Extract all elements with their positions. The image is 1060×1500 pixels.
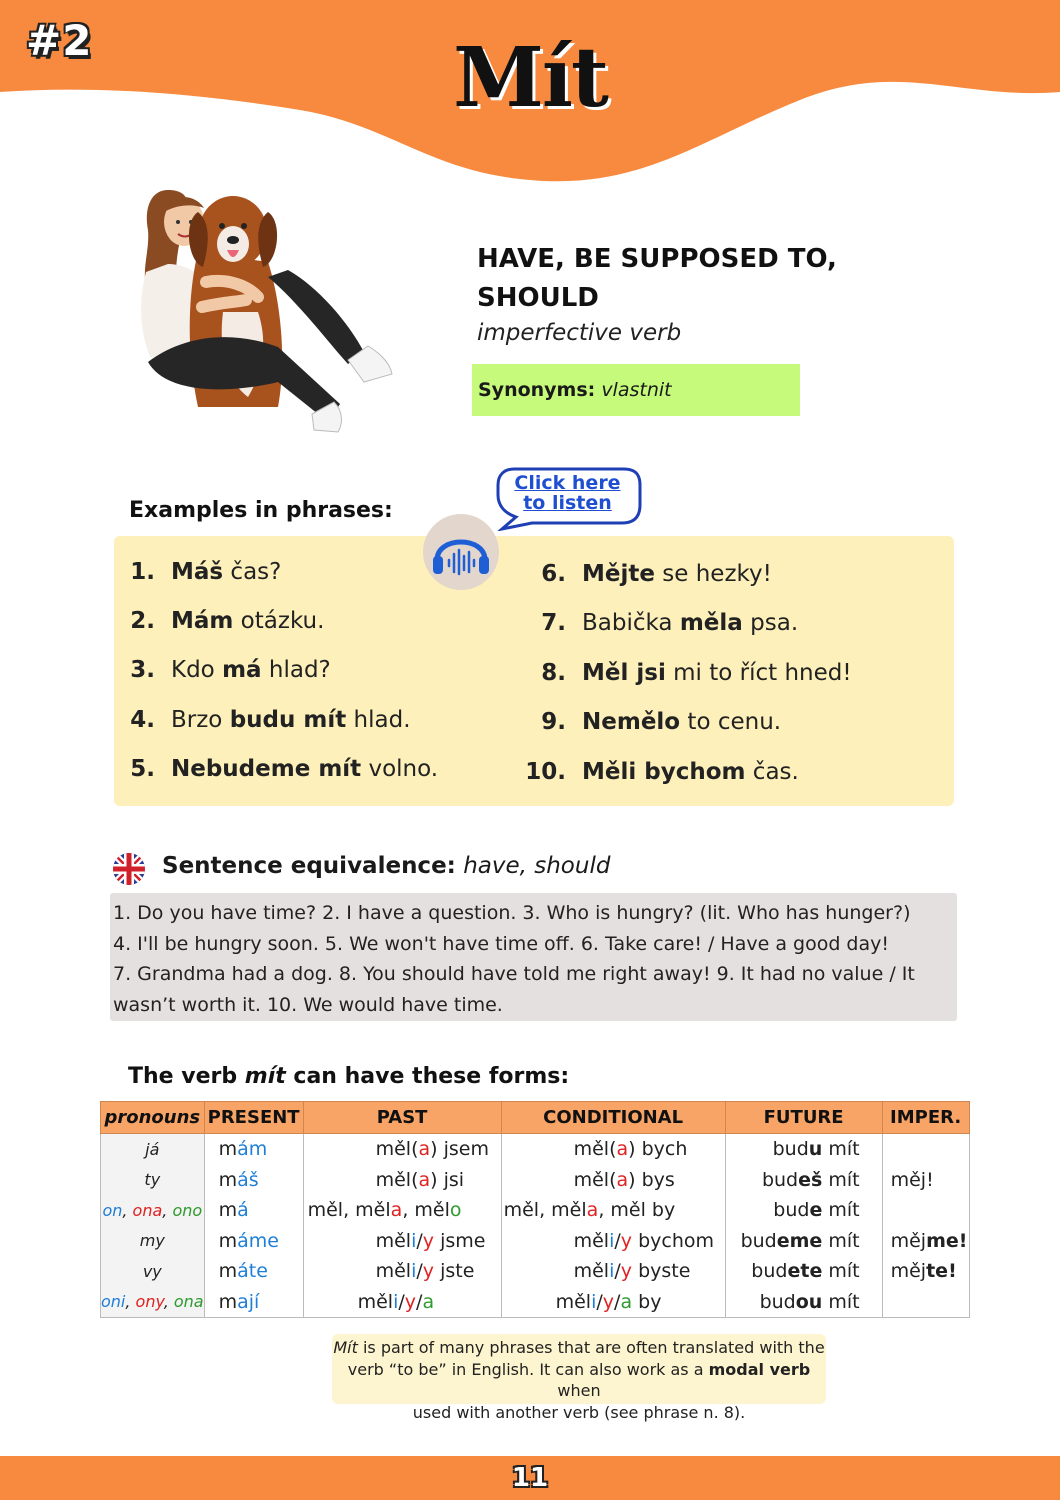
page-number: 11 (511, 1463, 549, 1493)
past-cell: měl, měla, mělo (303, 1195, 501, 1226)
pronoun-cell: já (101, 1134, 205, 1165)
conditional-cell: měl(a) bych (501, 1134, 725, 1165)
example-phrase-5: 5. Nebudeme mít volno. (130, 756, 439, 782)
col-header-present: PRESENT (204, 1102, 303, 1134)
past-cell: měli/y jsme (303, 1226, 501, 1257)
conditional-cell: měli/y byste (501, 1256, 725, 1287)
imperative-cell: mějte! (882, 1256, 969, 1287)
present-cell: máš (204, 1165, 303, 1196)
imperative-cell (882, 1195, 969, 1226)
present-cell: má (204, 1195, 303, 1226)
synonyms-box (472, 364, 800, 416)
table-row (101, 1134, 970, 1165)
headphones-icon (423, 514, 499, 590)
future-cell: budeme mít (725, 1226, 882, 1257)
example-phrase-7: 7. Babička měla psa. (541, 610, 799, 636)
note-line-3: used with another verb (see phrase n. 8). (412, 1402, 746, 1422)
lesson-number-badge: #2 (26, 16, 93, 65)
imperative-cell (882, 1287, 969, 1318)
past-cell: měl(a) jsi (303, 1165, 501, 1196)
future-cell: bude mít (725, 1195, 882, 1226)
listen-line-2[interactable]: to listen (523, 492, 612, 514)
col-header-past: PAST (303, 1102, 501, 1134)
synonyms-label: Synonyms: (478, 379, 596, 401)
present-cell: máte (204, 1256, 303, 1287)
past-cell: měli/y jste (303, 1256, 501, 1287)
conditional-cell: měli/y bychom (501, 1226, 725, 1257)
example-phrase-1: 1. Máš čas? (130, 559, 282, 585)
future-cell: budeš mít (725, 1165, 882, 1196)
conditional-cell: měl(a) bys (501, 1165, 725, 1196)
future-cell: budou mít (725, 1287, 882, 1318)
past-cell: měl(a) jsem (303, 1134, 501, 1165)
example-phrase-8: 8. Měl jsi mi to říct hned! (541, 660, 852, 686)
examples-heading: Examples in phrases: (129, 498, 393, 523)
conjugation-table (100, 1101, 970, 1318)
table-header-row (101, 1102, 970, 1134)
col-header-pronouns: pronouns (101, 1102, 205, 1134)
headphones-audio-button[interactable] (423, 514, 499, 590)
table-row (101, 1226, 970, 1257)
translation-line: 1. Do you have time? 2. I have a question. 3. Who is hungry? (lit. Who has hunger?) (113, 902, 911, 924)
imperative-cell (882, 1134, 969, 1165)
table-row (101, 1256, 970, 1287)
col-header-conditional: CONDITIONAL (501, 1102, 725, 1134)
present-cell: mám (204, 1134, 303, 1165)
click-to-listen-link[interactable] (505, 473, 630, 513)
col-header-future: FUTURE (725, 1102, 882, 1134)
translation-line: 4. I'll be hungry soon. 5. We won't have time off. 6. Take care! / Have a good day! (113, 932, 889, 955)
sentence-equivalence-heading: Sentence equivalence: have, should (162, 853, 611, 879)
col-header-imperative: IMPER. (882, 1102, 969, 1134)
example-phrase-9: 9. Nemělo to cenu. (541, 709, 782, 735)
imperative-cell: mějme! (882, 1226, 969, 1257)
verb-aspect: imperfective verb (477, 320, 682, 346)
future-cell: budete mít (725, 1256, 882, 1287)
present-cell: máme (204, 1226, 303, 1257)
note-line-1: Mít is part of many phrases that are often translated with the (333, 1338, 825, 1357)
conditional-cell: měli/y/a by (501, 1287, 725, 1318)
example-phrase-10: 10. Měli bychom čas. (525, 759, 799, 785)
verb-meaning (477, 240, 897, 318)
verb-meaning-line-2: SHOULD (477, 283, 599, 313)
example-phrase-2: 2. Mám otázku. (130, 608, 325, 634)
conditional-cell: měl, měla, měl by (501, 1195, 725, 1226)
note-line-2: verb “to be” in English. It can also work as a modal verb when (347, 1359, 811, 1400)
table-row (101, 1287, 970, 1318)
pronoun-cell: on, ona, ono (101, 1195, 205, 1226)
pronoun-cell: oni, ony, ona (101, 1287, 205, 1318)
imperative-cell: měj! (882, 1165, 969, 1196)
page-title: Mít (453, 30, 607, 126)
pronoun-cell: ty (101, 1165, 205, 1196)
uk-flag-icon (112, 852, 146, 886)
synonyms-value: vlastnit (601, 379, 672, 401)
girl-with-dog-illustration (128, 182, 398, 437)
pronoun-cell: my (101, 1226, 205, 1257)
example-phrase-3: 3. Kdo má hlad? (130, 657, 331, 683)
translation-line: 7. Grandma had a dog. 8. You should have told me right away! 9. It had no value / It (113, 963, 915, 985)
verb-meaning-line-1: HAVE, BE SUPPOSED TO, (477, 244, 837, 274)
forms-heading: The verb mít can have these forms: (128, 1064, 570, 1089)
table-row (101, 1195, 970, 1226)
table-row (101, 1165, 970, 1196)
translation-line: wasn’t worth it. 10. We would have time. (113, 993, 503, 1016)
future-cell: budu mít (725, 1134, 882, 1165)
present-cell: mají (204, 1287, 303, 1318)
usage-note (332, 1334, 826, 1422)
past-cell: měli/y/a (303, 1287, 501, 1318)
example-phrase-4: 4. Brzo budu mít hlad. (130, 707, 411, 733)
listen-line-1[interactable]: Click here (514, 472, 621, 494)
pronoun-cell: vy (101, 1256, 205, 1287)
translations-box (110, 893, 957, 1021)
example-phrase-6: 6. Mějte se hezky! (541, 561, 772, 587)
